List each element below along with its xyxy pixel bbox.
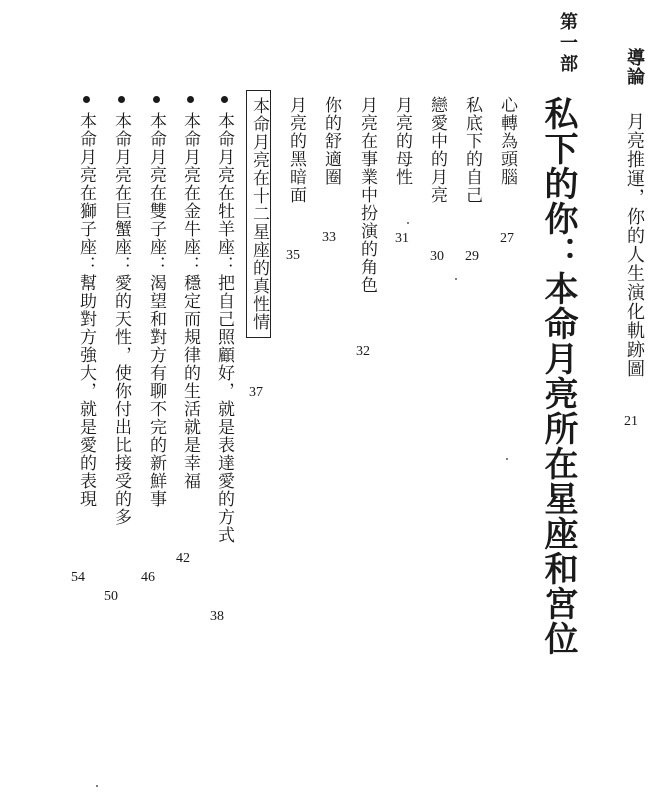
- toc-page-number: 33: [322, 230, 336, 245]
- toc-page-number: 29: [465, 249, 479, 264]
- toc-item: 月亮的母性: [392, 96, 412, 186]
- bullet-page-number: 42: [176, 551, 190, 566]
- bullet-icon: [153, 96, 160, 103]
- bullet-item: 本命月亮在雙子座：渴望和對方有聊不完的新鮮事: [146, 112, 166, 508]
- toc-item: 月亮的黑暗面: [286, 96, 306, 204]
- bullet-icon: [118, 96, 125, 103]
- toc-page-number: 35: [286, 248, 300, 263]
- bullet-page-number: 50: [104, 589, 118, 604]
- bullet-page-number: 46: [141, 570, 155, 585]
- bullet-item: 本命月亮在金牛座：穩定而規律的生活就是幸福: [180, 112, 200, 490]
- bullet-item: 本命月亮在獅子座：幫助對方強大，就是愛的表現: [76, 112, 96, 508]
- toc-page-number: 30: [430, 249, 444, 264]
- bullet-icon: [83, 96, 90, 103]
- toc-item: 私底下的自己: [462, 96, 482, 204]
- bullet-item: 本命月亮在巨蟹座：愛的天性，使你付出比接受的多: [111, 112, 131, 526]
- bullet-icon: [187, 96, 194, 103]
- bullet-item: 本命月亮在牡羊座：把自己照顧好，就是表達愛的方式: [214, 112, 234, 544]
- toc-item: 月亮在事業中扮演的角色: [357, 96, 377, 294]
- toc-page-number: 32: [356, 344, 370, 359]
- toc-page-number: 31: [395, 231, 409, 246]
- bullet-page-number: 54: [71, 570, 85, 585]
- sub-section-page: 37: [249, 385, 263, 400]
- bullet-page-number: 38: [210, 609, 224, 624]
- part-label: 第一部: [557, 12, 578, 75]
- toc-page-number: 27: [500, 231, 514, 246]
- scan-speck: [506, 458, 508, 460]
- toc-item: 心轉為頭腦: [497, 96, 517, 186]
- sub-section-title: 本命月亮在十二星座的真性情: [246, 90, 271, 338]
- scan-speck: [455, 278, 457, 280]
- section-title: 月亮推運，你的人生演化軌跡圖: [624, 112, 645, 378]
- scan-speck: [407, 222, 409, 224]
- toc-item: 戀愛中的月亮: [427, 96, 447, 204]
- toc-item: 你的舒適圈: [321, 96, 341, 186]
- bullet-icon: [221, 96, 228, 103]
- section-page: 21: [624, 414, 638, 429]
- part-title: 私下的你：本命月亮所在星座和宮位: [538, 96, 578, 656]
- section-label: 導論: [624, 48, 645, 86]
- scan-speck: [96, 785, 98, 787]
